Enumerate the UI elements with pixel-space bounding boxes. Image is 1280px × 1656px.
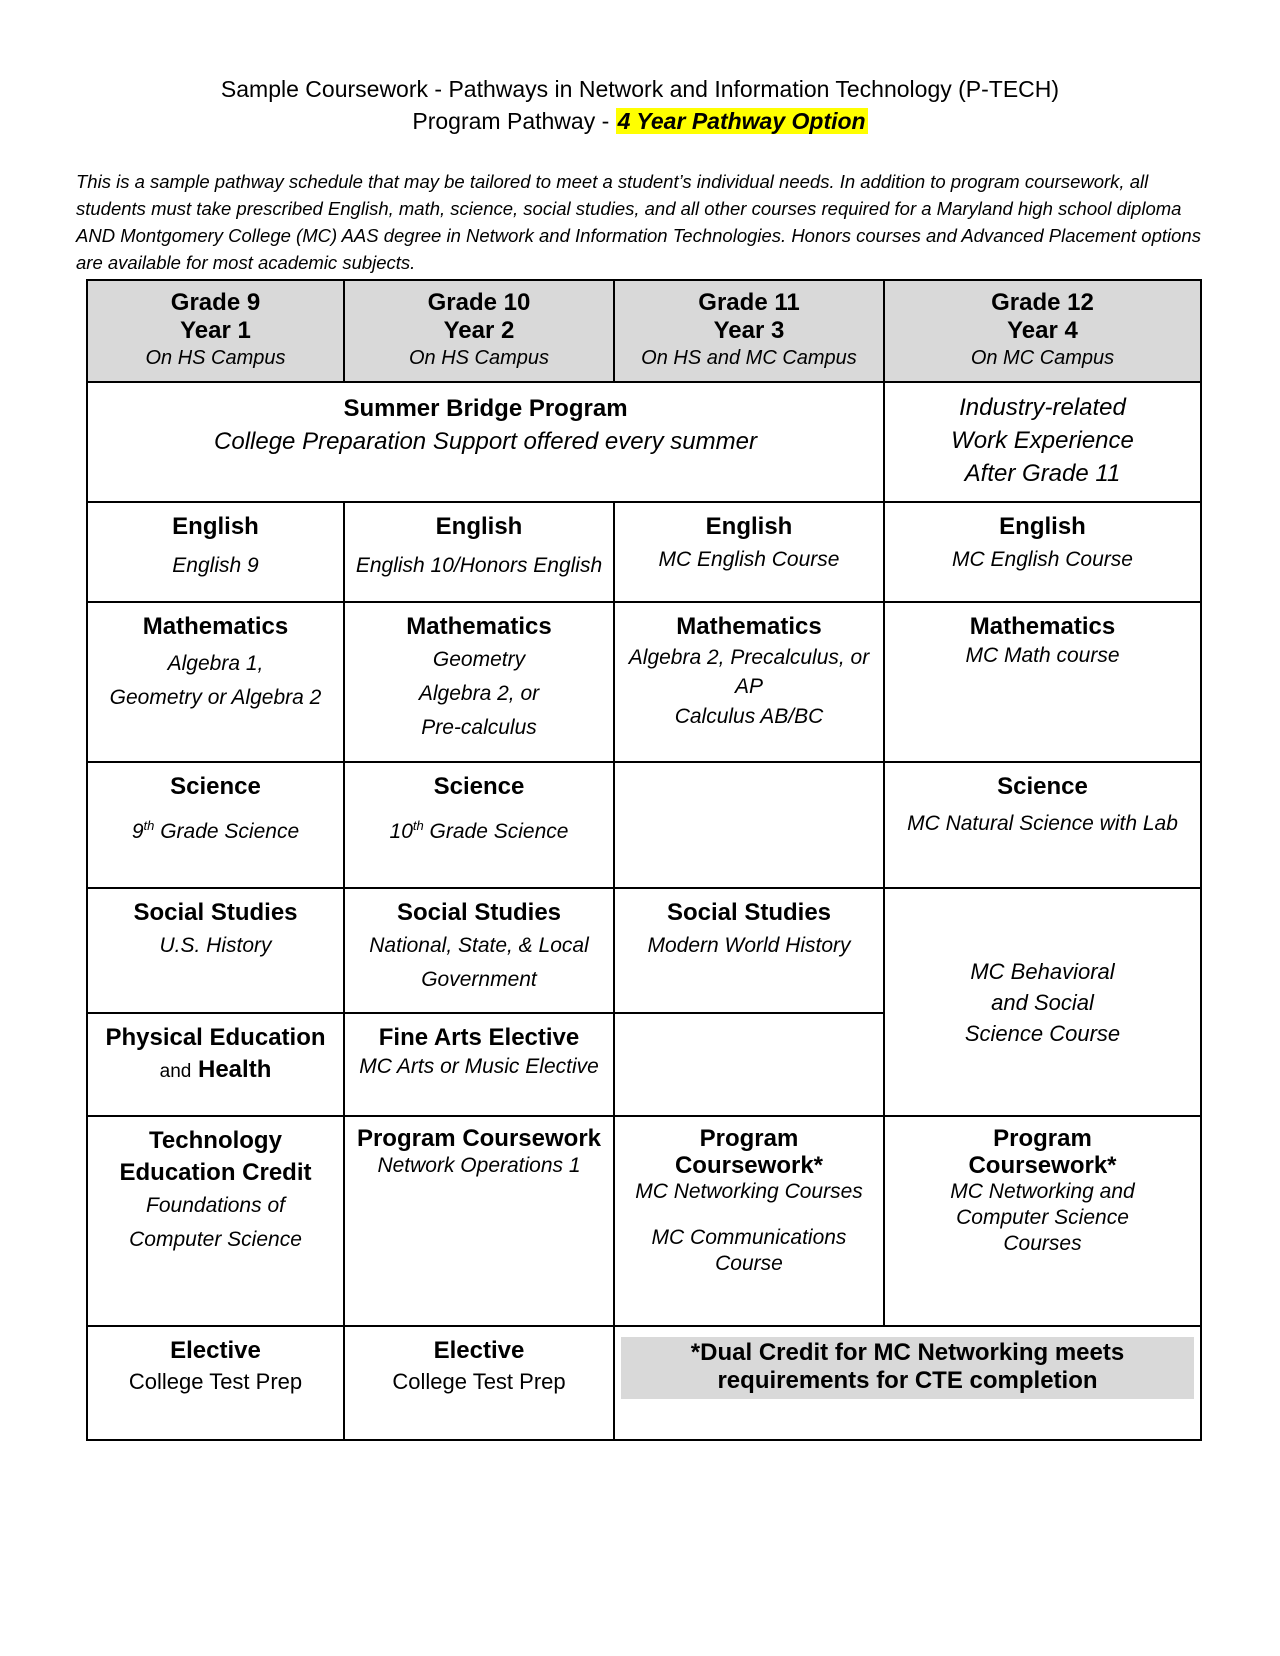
campus-label: On HS Campus xyxy=(145,347,286,369)
science-row xyxy=(87,762,1201,888)
social-g10 xyxy=(344,888,614,1013)
document-subtitle xyxy=(0,105,1280,137)
course-name: Foundations of xyxy=(146,1194,285,1217)
ordinal-suffix: th xyxy=(412,818,424,833)
social-g11 xyxy=(614,888,884,1013)
social-row xyxy=(87,888,1201,1013)
subject-label: Mathematics xyxy=(969,613,1116,640)
subject-label: English xyxy=(705,513,793,540)
course-rest: Grade Science xyxy=(154,820,300,843)
course-name: MC Networking and xyxy=(950,1180,1135,1203)
program-g11 xyxy=(614,1116,884,1326)
industry-experience-cell xyxy=(884,382,1201,502)
subject-label: Mathematics xyxy=(406,613,552,640)
course-name: MC English Course xyxy=(658,548,840,571)
social-g9 xyxy=(87,888,344,1013)
subject-label: Program xyxy=(699,1125,799,1152)
course-name: Science Course xyxy=(964,1020,1121,1046)
subject-label: Science xyxy=(997,773,1088,800)
subject-label: Education Credit xyxy=(119,1159,312,1186)
campus-label: On HS Campus xyxy=(408,347,550,369)
elective-g10 xyxy=(344,1326,614,1440)
year-label: Year 4 xyxy=(1007,317,1078,344)
course-name: Modern World History xyxy=(647,934,851,957)
course-name: Courses xyxy=(1003,1232,1082,1255)
ordinal-suffix: th xyxy=(143,818,155,833)
course-name: National, State, & Local xyxy=(369,934,589,957)
science-g10 xyxy=(344,762,614,888)
program-row xyxy=(87,1116,1201,1326)
english-g10 xyxy=(344,502,614,602)
course-name: and Social xyxy=(991,989,1094,1015)
campus-label: On MC Campus xyxy=(970,347,1115,369)
course-name xyxy=(94,809,337,849)
industry-line: Work Experience xyxy=(951,427,1134,454)
math-g12 xyxy=(884,602,1201,762)
course-rest: Grade Science xyxy=(423,820,569,843)
year-label: Year 2 xyxy=(443,317,515,344)
header-row xyxy=(87,280,1201,382)
and-word: and xyxy=(159,1061,192,1082)
course-name: Geometry xyxy=(432,648,526,671)
grade-label: Grade 11 xyxy=(698,289,800,316)
subject-label: Program Coursework xyxy=(356,1125,602,1152)
subject-label: Mathematics xyxy=(676,613,822,640)
header-grade10 xyxy=(344,280,614,382)
dual-credit-note-cell xyxy=(614,1326,1201,1440)
subject-label: Social Studies xyxy=(666,899,832,926)
summer-row xyxy=(87,382,1201,502)
course-name: College Test Prep xyxy=(392,1369,566,1394)
course-name: U.S. History xyxy=(159,934,272,957)
subject-label: Technology xyxy=(149,1127,282,1154)
spacer xyxy=(621,1205,877,1225)
course-name: MC Math course xyxy=(965,644,1120,667)
course-name: English 10/Honors English xyxy=(355,554,603,577)
summer-bridge-title: Summer Bridge Program xyxy=(343,395,628,422)
summer-bridge-cell xyxy=(87,382,884,502)
pe-g9 xyxy=(87,1013,344,1116)
subject-label: Fine Arts Elective xyxy=(378,1024,580,1051)
course-name: College Test Prep xyxy=(128,1369,303,1394)
english-g11 xyxy=(614,502,884,602)
course-name: Computer Science xyxy=(956,1206,1129,1229)
subject-label-line2 xyxy=(94,1054,337,1088)
course-name: AP xyxy=(734,675,763,698)
course-name: MC Networking Courses xyxy=(635,1180,863,1203)
course-name: MC English Course xyxy=(952,548,1133,571)
math-g11 xyxy=(614,602,884,762)
year-label: Year 3 xyxy=(713,317,785,344)
summer-bridge-subtitle: College Preparation Support offered every summer xyxy=(214,428,757,455)
subject-label: Science xyxy=(170,773,261,800)
subject-label: Coursework* xyxy=(674,1152,824,1179)
course-name: English 9 xyxy=(172,554,259,577)
pathway-option-highlight: 4 Year Pathway Option xyxy=(617,108,866,134)
english-g9 xyxy=(87,502,344,602)
grade-number: 10 xyxy=(389,820,413,843)
course-name: Government xyxy=(421,968,537,991)
elective-row xyxy=(87,1326,1201,1440)
course-name: Network Operations 1 xyxy=(377,1154,581,1177)
document-title: Sample Coursework - Pathways in Network and Information Technology (P-TECH) xyxy=(220,76,1060,102)
grade-label: Grade 12 xyxy=(991,289,1094,316)
program-g12 xyxy=(884,1116,1201,1326)
pathway-table xyxy=(86,279,1202,1441)
course-name: Computer Science xyxy=(129,1228,302,1251)
science-g9 xyxy=(87,762,344,888)
year-label: Year 1 xyxy=(180,317,251,344)
intro-paragraph: This is a sample pathway schedule that may be tailored to meet a student’s individual needs. In addition to program coursework, all students must take prescribed English, math, science, social studies, and all other courses required for a Maryland high school diploma AND Montgomery College (MC) AAS degree in Network and Information Technologies. Honors courses and Advanced Placement options are available for most academic subjects. xyxy=(76,171,1201,273)
industry-line: After Grade 11 xyxy=(964,460,1121,487)
subject-label: English xyxy=(435,513,523,540)
science-g11-empty xyxy=(614,762,884,888)
course-name: MC Behavioral xyxy=(970,958,1115,984)
grade-number: 9 xyxy=(131,820,144,843)
math-g9 xyxy=(87,602,344,762)
subject-label: Program xyxy=(993,1125,1092,1152)
subject-label: English xyxy=(172,513,259,540)
subject-label: English xyxy=(999,513,1086,540)
course-name: Course xyxy=(715,1252,783,1275)
science-g12 xyxy=(884,762,1201,888)
dual-credit-note xyxy=(621,1337,1194,1399)
subtitle-prefix: Program Pathway - xyxy=(412,108,616,134)
course-name: Geometry or Algebra 2 xyxy=(109,686,322,709)
course-name: Algebra 2, Precalculus, or xyxy=(628,646,870,669)
grade-label: Grade 9 xyxy=(170,289,261,316)
header-grade9 xyxy=(87,280,344,382)
subject-label: Physical Education xyxy=(105,1024,326,1051)
header-grade11 xyxy=(614,280,884,382)
course-name: MC Communications xyxy=(651,1226,847,1249)
course-name: MC Natural Science with Lab xyxy=(907,812,1178,835)
english-row xyxy=(87,502,1201,602)
subject-label: Elective xyxy=(433,1337,525,1364)
tech-g9 xyxy=(87,1116,344,1326)
math-row xyxy=(87,602,1201,762)
math-g10 xyxy=(344,602,614,762)
subject-label: Science xyxy=(433,773,525,800)
health-word: Health xyxy=(198,1056,272,1083)
course-name: Algebra 2, or xyxy=(418,682,540,705)
grade-label: Grade 10 xyxy=(427,289,531,316)
pe-arts-g11-empty xyxy=(614,1013,884,1116)
course-name xyxy=(351,809,607,849)
industry-line: Industry-related xyxy=(959,394,1126,421)
subject-label: Mathematics xyxy=(142,613,289,640)
subject-label: Social Studies xyxy=(396,899,562,926)
arts-g10 xyxy=(344,1013,614,1116)
subject-label: Elective xyxy=(170,1337,261,1364)
note-line: requirements for CTE completion xyxy=(717,1367,1098,1394)
english-g12 xyxy=(884,502,1201,602)
social-g12 xyxy=(884,888,1201,1116)
course-name: MC Arts or Music Elective xyxy=(359,1055,599,1078)
campus-label: On HS and MC Campus xyxy=(641,347,857,369)
header-grade12 xyxy=(884,280,1201,382)
subject-label: Social Studies xyxy=(133,899,298,926)
note-line: *Dual Credit for MC Networking meets xyxy=(690,1339,1125,1366)
elective-g9 xyxy=(87,1326,344,1440)
course-name: Calculus AB/BC xyxy=(674,705,824,728)
course-name: Pre-calculus xyxy=(421,716,537,739)
subject-label: Coursework* xyxy=(968,1152,1117,1179)
course-name: Algebra 1, xyxy=(167,652,264,675)
program-g10 xyxy=(344,1116,614,1326)
